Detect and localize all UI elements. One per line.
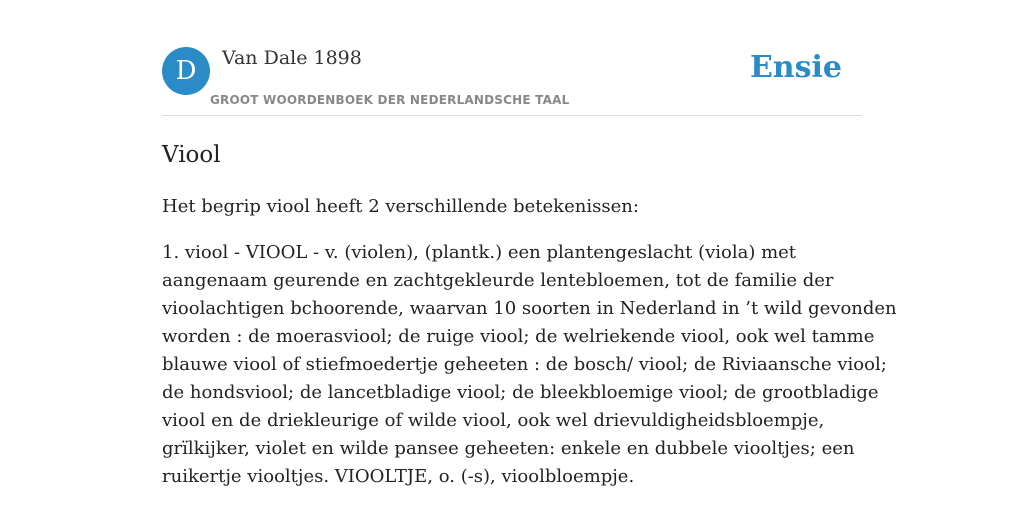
dictionary-name[interactable]: Van Dale 1898	[222, 47, 362, 69]
definition-line: de hondsviool; de lancetbladige viool; de bleekbloemige viool; de grootbladige	[162, 382, 879, 403]
definition-line: ruikertje viooltjes. VIOOLTJE, o. (-s), vioolbloempje.	[162, 466, 635, 487]
definition-line: aangenaam geurende en zachtgekleurde lentebloemen, tot de familie der	[162, 270, 834, 291]
definition-line: vioolachtigen bchoorende, waarvan 10 soorten in Nederland in ’t wild gevonden	[162, 298, 897, 319]
definition-line: worden : de moerasviool; de ruige viool; de welriekende viool, ook wel tamme	[162, 326, 875, 347]
entry-title: Viool	[162, 142, 221, 168]
header-divider	[162, 115, 862, 116]
entry-definition	[162, 239, 897, 491]
entry-intro: Het begrip viool heeft 2 verschillende betekenissen:	[162, 196, 639, 217]
dictionary-subtitle: GROOT WOORDENBOEK DER NEDERLANDSCHE TAAL	[210, 93, 570, 107]
site-header	[162, 46, 862, 116]
ensie-logo[interactable]: Ensie	[749, 50, 842, 85]
dictionary-avatar[interactable]: D	[162, 47, 210, 95]
definition-line: grïlkijker, violet en wilde pansee geheeten: enkele en dubbele viooltjes; een	[162, 438, 855, 459]
definition-line: viool en de driekleurige of wilde viool, ook wel drievuldigheidsbloempje,	[162, 410, 825, 431]
definition-line: blauwe viool of stiefmoedertje geheeten : de bosch/ viool; de Riviaansche viool;	[162, 354, 887, 375]
definition-line: 1. viool - VIOOL - v. (violen), (plantk.) een plantengeslacht (viola) met	[162, 242, 797, 263]
